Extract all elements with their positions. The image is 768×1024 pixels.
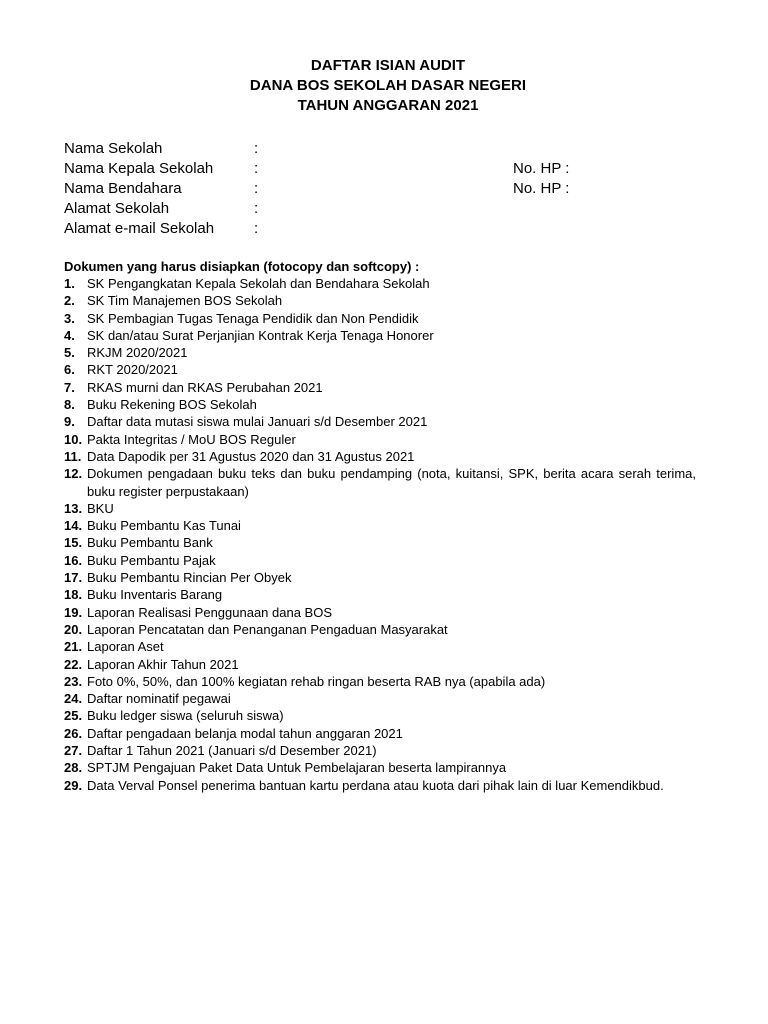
list-item-text: SK Tim Manajemen BOS Sekolah [87, 293, 283, 309]
title-line-2: DANA BOS SEKOLAH DASAR NEGERI [249, 77, 527, 94]
list-item-number: 24. [64, 691, 83, 707]
list-item-number: 25. [64, 708, 83, 724]
list-item-number: 23. [64, 673, 83, 689]
list-item [64, 656, 696, 673]
title-line-1: DAFTAR ISIAN AUDIT [310, 57, 466, 74]
list-item [64, 413, 696, 430]
info-row-school-address [64, 199, 704, 219]
list-item-text: SK dan/atau Surat Perjanjian Kontrak Kerja Tenaga Honorer [87, 327, 434, 343]
list-item-text: SK Pembagian Tugas Tenaga Pendidik dan Non Pendidik [87, 310, 419, 326]
list-item-number: 2. [64, 293, 75, 309]
list-item-text: Data Verval Ponsel penerima bantuan kartu perdana atau kuota dari pihak lain di luar Kemendikbud. [87, 777, 664, 793]
list-item [64, 552, 696, 569]
info-label: Alamat Sekolah [64, 200, 170, 217]
list-item [64, 310, 696, 327]
list-item [64, 586, 696, 603]
list-item-number: 21. [64, 639, 83, 655]
list-item-text: Buku Rekening BOS Sekolah [87, 397, 257, 413]
info-colon: : [254, 180, 259, 197]
list-item [64, 431, 696, 448]
list-item-number: 4. [64, 327, 75, 343]
list-item [64, 604, 696, 621]
list-item-number: 16. [64, 552, 83, 568]
list-item-text: Foto 0%, 50%, dan 100% kegiatan rehab ringan beserta RAB nya (apabila ada) [87, 673, 546, 689]
list-item-number: 26. [64, 725, 83, 741]
title-line-3: TAHUN ANGGARAN 2021 [297, 97, 479, 114]
list-item-text: Buku Pembantu Pajak [87, 552, 216, 568]
list-item [64, 707, 696, 724]
info-colon: : [254, 200, 259, 217]
info-phone-label: No. HP : [513, 160, 570, 177]
list-item [64, 759, 696, 776]
list-item-number: 1. [64, 276, 75, 291]
list-item-number: 17. [64, 570, 83, 586]
list-item [64, 292, 696, 309]
list-item-number: 11. [64, 448, 82, 464]
list-item [64, 361, 696, 378]
list-item-text: Daftar data mutasi siswa mulai Januari s/d Desember 2021 [87, 414, 428, 430]
list-item [64, 638, 696, 655]
info-label: Nama Bendahara [64, 180, 182, 197]
list-item [64, 534, 696, 551]
list-item-number: 12. [64, 466, 83, 482]
list-item-text: Laporan Akhir Tahun 2021 [87, 656, 239, 672]
info-label: Nama Sekolah [64, 140, 163, 157]
list-item-text: RKAS murni dan RKAS Perubahan 2021 [87, 379, 323, 395]
document-title-block [0, 56, 768, 116]
documents-list [64, 275, 696, 794]
list-item-text: Buku Inventaris Barang [87, 587, 223, 603]
list-item [64, 465, 696, 500]
list-item [64, 396, 696, 413]
info-row-school-name [64, 139, 704, 159]
list-item [64, 777, 696, 794]
info-phone-label: No. HP : [513, 180, 570, 197]
list-item [64, 569, 696, 586]
list-item-number: 7. [64, 379, 75, 395]
list-item [64, 379, 696, 396]
list-item-number: 29. [64, 777, 83, 793]
list-item [64, 275, 696, 292]
list-item-number: 5. [64, 345, 75, 361]
list-item-text: Laporan Aset [87, 639, 164, 655]
info-row-school-email [64, 219, 704, 239]
list-item-text: Buku ledger siswa (seluruh siswa) [87, 708, 284, 724]
list-item-number: 3. [64, 310, 75, 326]
info-label: Alamat e-mail Sekolah [64, 220, 215, 237]
info-label: Nama Kepala Sekolah [64, 160, 214, 177]
list-item-text: Dokumen pengadaan buku teks dan buku pendamping (nota, kuitansi, SPK, berita acara serah terima, buku register perpustakaan) [87, 466, 696, 499]
list-item-number: 14. [64, 518, 83, 534]
list-item-number: 27. [64, 743, 83, 759]
list-item-text: Buku Pembantu Bank [87, 535, 213, 551]
list-item-text: Buku Pembantu Rincian Per Obyek [87, 570, 292, 586]
list-item [64, 500, 696, 517]
list-item-number: 10. [64, 431, 83, 447]
school-info-fields [64, 139, 704, 239]
info-colon: : [254, 160, 259, 177]
info-colon: : [254, 220, 259, 237]
list-item-text: SK Pengangkatan Kepala Sekolah dan Bendahara Sekolah [87, 276, 430, 291]
list-item-number: 19. [64, 604, 83, 620]
info-row-principal-name [64, 159, 704, 179]
list-item-text: Laporan Pencatatan dan Penanganan Pengaduan Masyarakat [87, 621, 448, 637]
list-item-text: Laporan Realisasi Penggunaan dana BOS [87, 604, 333, 620]
list-item [64, 517, 696, 534]
list-item-text: Daftar nominatif pegawai [87, 691, 231, 707]
list-item-text: BKU [87, 500, 114, 516]
list-item-text: Data Dapodik per 31 Agustus 2020 dan 31 Agustus 2021 [87, 448, 415, 464]
list-item [64, 690, 696, 707]
documents-heading: Dokumen yang harus disiapkan (fotocopy dan softcopy) : [64, 259, 420, 274]
list-item [64, 725, 696, 742]
info-colon: : [254, 140, 259, 157]
list-item-number: 20. [64, 621, 83, 637]
list-item-number: 28. [64, 760, 83, 776]
list-item [64, 344, 696, 361]
list-item-text: Pakta Integritas / MoU BOS Reguler [87, 431, 296, 447]
list-item-text: Buku Pembantu Kas Tunai [87, 518, 241, 534]
list-item-number: 6. [64, 362, 75, 378]
list-item [64, 742, 696, 759]
list-item-text: RKT 2020/2021 [87, 362, 178, 378]
list-item-number: 18. [64, 587, 83, 603]
list-item-text: RKJM 2020/2021 [87, 345, 188, 361]
list-item-number: 22. [64, 656, 83, 672]
info-row-treasurer-name [64, 179, 704, 199]
list-item-text: Daftar 1 Tahun 2021 (Januari s/d Desember 2021) [87, 743, 377, 759]
list-item-text: SPTJM Pengajuan Paket Data Untuk Pembelajaran beserta lampirannya [87, 760, 507, 776]
list-item-number: 9. [64, 414, 75, 430]
list-item [64, 621, 696, 638]
list-item-text: Daftar pengadaan belanja modal tahun anggaran 2021 [87, 725, 403, 741]
list-item-number: 15. [64, 535, 83, 551]
list-item [64, 673, 696, 690]
list-item [64, 448, 696, 465]
list-item [64, 327, 696, 344]
list-item-number: 8. [64, 397, 75, 413]
list-item-number: 13. [64, 500, 83, 516]
